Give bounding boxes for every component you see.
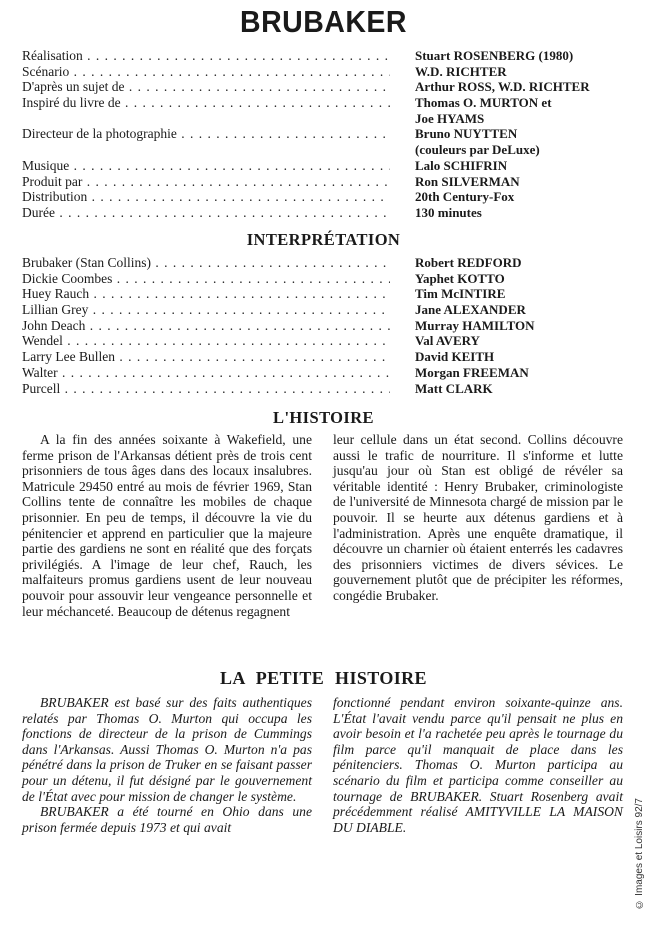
credit-label: Inspiré du livre de . . .	[22, 95, 390, 111]
cast-actor: Morgan FREEMAN	[415, 364, 529, 380]
credit-label: Réalisation . . .	[22, 48, 390, 64]
credit-label: Directeur de la photographie . . .	[22, 126, 390, 142]
credits-list	[22, 48, 632, 221]
petite-right-text: fonctionné pendant environ soixante-quinze ans. L'État l'avait vendu parce qu'il pensait ne plus en avoir besoin et l'a rachetée peu après le tournage du film parce qu'il manquait de place dans les pénitenciers. Thomas O. Murton participa au scénario du film et participa comme conseiller au tournage de BRUBAKER. Stuart Rosenberg avait précédemment réalisé AMITYVILLE LA MAISON DU DIABLE.	[333, 695, 623, 835]
credit-value: 20th Century-Fox	[415, 189, 515, 205]
cast-row	[22, 271, 632, 287]
credit-value: Joe HYAMS	[415, 110, 485, 126]
histoire-left-text: A la fin des années soixante à Wakefield, une ferme prison de l'Arkansas détient près de trois cent prisonniers de tous âges dans des locaux insalubres. Matricule 29450 entré au mois de février 1969, Stan Collins tente de connaître les mobiles de chaque prisonnier. En peu de temps, il découvre la vie du pénitencier et apprend en particulier que la majeure partie des gardiens ne sont en réalité que des forçats privilégiés. A l'image de leur chef, Rauch, les malfaiteurs promus gardiens usent de leur nouveau pouvoir pour assouvir leur vengeance personnelle et leur méchanceté. Beaucoup de détenus regagnent	[22, 432, 312, 619]
cast-role: Brubaker (Stan Collins) . . .	[22, 255, 390, 271]
petite-left-column	[22, 695, 312, 835]
cast-actor: Murray HAMILTON	[415, 317, 535, 333]
cast-actor: Val AVERY	[415, 333, 480, 349]
credit-label: D'après un sujet de . . .	[22, 79, 390, 95]
credit-row	[22, 126, 632, 142]
credit-value: Thomas O. MURTON et	[415, 95, 552, 111]
cast-row	[22, 286, 632, 302]
petite-left-p1: BRUBAKER est basé sur des faits authentiques relatés par Thomas O. Murton qui occupa les fonctions de directeur de la prison de Cummings dans l'Arkansas. Aussi Thomas O. Murton n'a pas pénétré dans la prison de Truker en se faisant passer pour un détenu, il fut désigné par le gouvernement de l'État avec pour mission de changer le système.	[22, 695, 312, 804]
credit-value: (couleurs par DeLuxe)	[415, 142, 540, 158]
cast-row	[22, 302, 632, 318]
histoire-left-column	[22, 432, 312, 619]
credit-row	[22, 189, 632, 205]
credit-row	[22, 205, 632, 221]
credit-label: Durée . . .	[22, 205, 390, 221]
credit-label: Distribution . . .	[22, 189, 390, 205]
petite-histoire-heading: LA PETITE HISTOIRE	[220, 668, 427, 688]
copyright-notice: © Images et Loisirs 92/7	[634, 798, 645, 910]
credit-row	[22, 95, 632, 111]
credit-row	[22, 64, 632, 80]
interpretation-heading: INTERPRÉTATION	[246, 230, 401, 249]
cast-role: John Deach . . .	[22, 318, 390, 334]
cast-role: Lillian Grey . . .	[22, 302, 390, 318]
credit-row	[22, 111, 632, 127]
credit-value: Arthur ROSS, W.D. RICHTER	[415, 79, 590, 95]
cast-actor: Robert REDFORD	[415, 255, 522, 270]
cast-row	[22, 255, 632, 271]
credit-value: Stuart ROSENBERG (1980)	[415, 48, 574, 63]
cast-row	[22, 318, 632, 334]
cast-list	[22, 255, 632, 396]
cast-actor: Jane ALEXANDER	[415, 302, 526, 318]
cast-role: Huey Rauch . . .	[22, 286, 390, 302]
credit-row	[22, 79, 632, 95]
credit-row	[22, 142, 632, 158]
credit-value: W.D. RICHTER	[415, 63, 507, 79]
cast-row	[22, 349, 632, 365]
histoire-right-column	[333, 432, 623, 604]
petite-right-column	[333, 695, 623, 835]
credit-label: Musique . . .	[22, 158, 390, 174]
credit-row	[22, 174, 632, 190]
cast-role: Wendel . . .	[22, 333, 390, 349]
cast-role: Walter . . .	[22, 365, 390, 381]
cast-actor: Tim McINTIRE	[415, 286, 506, 302]
credit-value: Lalo SCHIFRIN	[415, 157, 508, 173]
histoire-heading: L'HISTOIRE	[273, 408, 374, 427]
credit-value: 130 minutes	[415, 204, 482, 220]
cast-actor: David KEITH	[415, 349, 495, 365]
cast-actor: Matt CLARK	[415, 380, 493, 396]
cast-role: Dickie Coombes . . .	[22, 271, 390, 287]
petite-left-p2: BRUBAKER a été tourné en Ohio dans une prison fermée depuis 1973 et qui avait	[22, 804, 312, 835]
cast-row	[22, 381, 632, 397]
cast-row	[22, 333, 632, 349]
cast-row	[22, 365, 632, 381]
histoire-right-text: leur cellule dans un état second. Collins découvre aussi le trafic de nourriture. Il s'informe et lutte jusqu'au jour où Stan est obligé de révéler sa véritable identité : Henry Brubaker, criminologiste de l'université de Minnesota chargé de mission par le pouvoir. Il se heurte aux détenus gardiens et à l'administration. Après une enquête dramatique, il découvre un charnier où étaient enterrés les cadavres des prisonniers victimes de divers sévices. Le gouvernement plutôt que de précipiter les réformes, congédie Brubaker.	[333, 432, 623, 603]
credit-row	[22, 48, 632, 64]
credit-value: Ron SILVERMAN	[415, 173, 520, 189]
cast-role: Larry Lee Bullen . . .	[22, 349, 390, 365]
cast-role: Purcell . . .	[22, 381, 390, 397]
credit-label: Produit par . . .	[22, 174, 390, 190]
credit-label: Scénario . . .	[22, 64, 390, 80]
cast-actor: Yaphet KOTTO	[415, 270, 505, 286]
credit-row	[22, 158, 632, 174]
page-title: BRUBAKER	[240, 4, 407, 39]
credit-value: Bruno NUYTTEN	[415, 126, 518, 142]
